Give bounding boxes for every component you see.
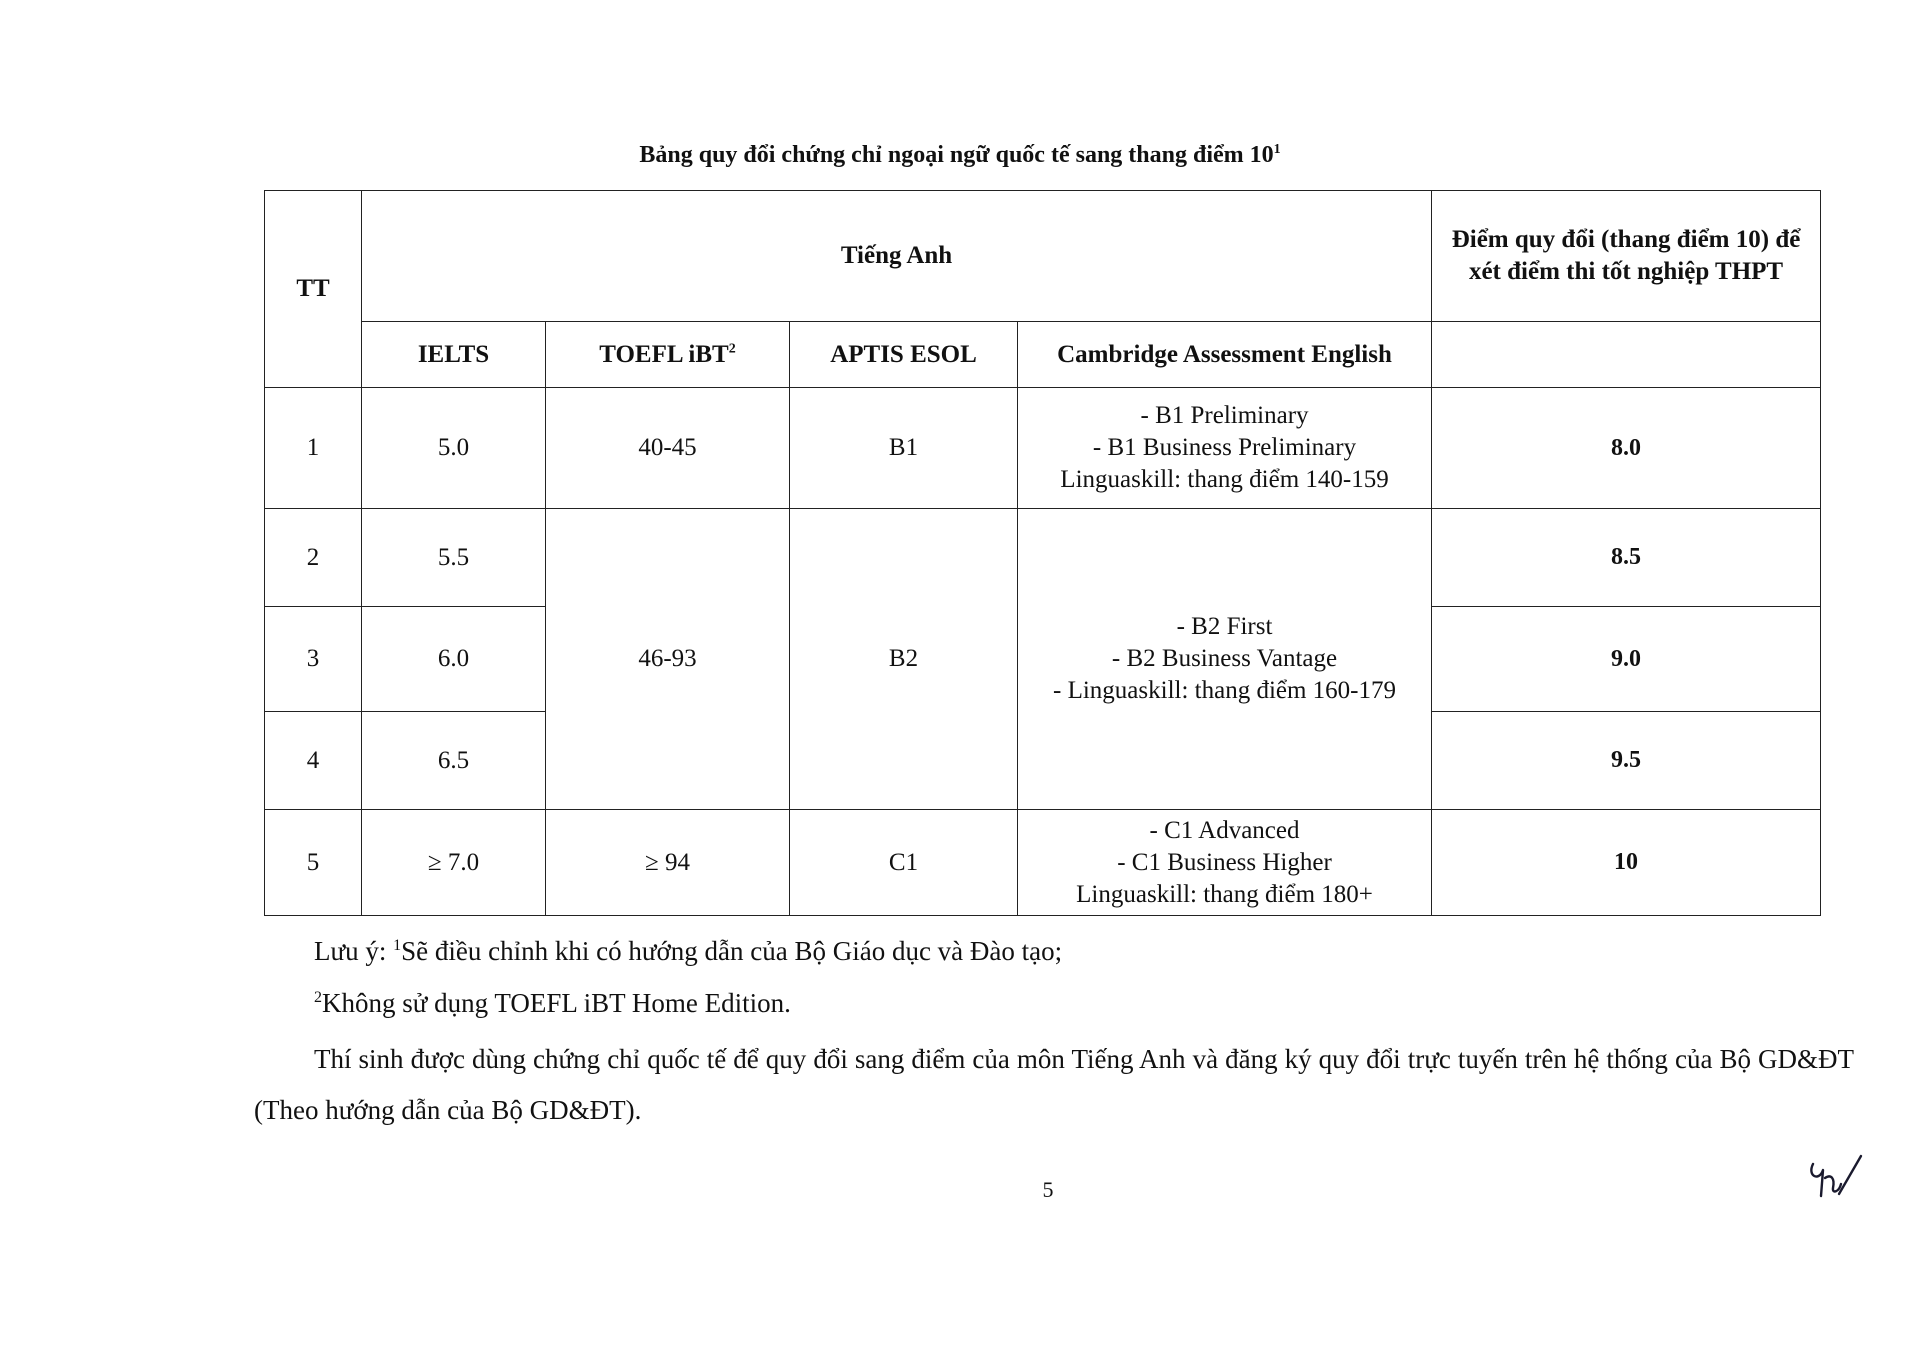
band-toefl: 46-93 bbox=[546, 509, 790, 810]
signature-initials bbox=[1805, 1148, 1865, 1209]
footnote-1 bbox=[314, 934, 1062, 969]
header-aptis: APTIS ESOL bbox=[790, 322, 1018, 388]
row-score: 9.5 bbox=[1432, 712, 1821, 810]
title-text: Bảng quy đổi chứng chỉ ngoại ngữ quốc tế sang thang điểm 10 bbox=[639, 142, 1274, 168]
header-english-group: Tiếng Anh bbox=[362, 191, 1432, 322]
header-cambridge: Cambridge Assessment English bbox=[1018, 322, 1432, 388]
band-toefl: 40-45 bbox=[546, 388, 790, 509]
footnote-2 bbox=[314, 986, 791, 1021]
cambridge-line: Linguaskill: thang điểm 180+ bbox=[1076, 880, 1373, 908]
row-tt: 4 bbox=[265, 712, 362, 810]
page-title bbox=[0, 142, 1920, 169]
row-tt: 2 bbox=[265, 509, 362, 607]
band-aptis: C1 bbox=[790, 810, 1018, 916]
band-cambridge bbox=[1018, 810, 1432, 916]
row-score: 10 bbox=[1432, 810, 1821, 916]
header-toefl-footnote-mark: 2 bbox=[728, 341, 736, 357]
cambridge-line: - B1 Preliminary bbox=[1140, 402, 1309, 429]
body-paragraph: Thí sinh được dùng chứng chỉ quốc tế để quy đổi sang điểm của môn Tiếng Anh và đăng ký quy đổi trực tuyến trên hệ thống của Bộ GD&ĐT (Theo hướng dẫn của Bộ GD&ĐT). bbox=[254, 1044, 1854, 1125]
row-ielts: 5.0 bbox=[362, 388, 546, 509]
header-row-1 bbox=[265, 191, 1821, 322]
row-tt: 1 bbox=[265, 388, 362, 509]
band-toefl: ≥ 94 bbox=[546, 810, 790, 916]
band-cambridge bbox=[1018, 388, 1432, 509]
header-toefl bbox=[546, 322, 790, 388]
row-ielts: 5.5 bbox=[362, 509, 546, 607]
table-row bbox=[265, 509, 1821, 607]
header-converted-score: Điểm quy đổi (thang điểm 10) để xét điểm thi tốt nghiệp THPT bbox=[1432, 191, 1821, 322]
conversion-table bbox=[264, 190, 1821, 916]
header-toefl-label: TOEFL iBT bbox=[599, 340, 729, 368]
cambridge-line: Linguaskill: thang điểm 140-159 bbox=[1060, 466, 1389, 493]
band-aptis: B1 bbox=[790, 388, 1018, 509]
title-footnote-mark: 1 bbox=[1273, 142, 1281, 157]
row-tt: 3 bbox=[265, 607, 362, 712]
band-aptis: B2 bbox=[790, 509, 1018, 810]
header-row-2 bbox=[265, 322, 1821, 388]
row-ielts: 6.0 bbox=[362, 607, 546, 712]
row-tt: 5 bbox=[265, 810, 362, 916]
row-score: 9.0 bbox=[1432, 607, 1821, 712]
row-score: 8.0 bbox=[1432, 388, 1821, 509]
cambridge-line: - Linguaskill: thang điểm 160-179 bbox=[1053, 677, 1397, 704]
cambridge-line: - B2 Business Vantage bbox=[1111, 645, 1338, 672]
table-row bbox=[265, 388, 1821, 509]
note-prefix: Lưu ý: bbox=[314, 936, 394, 966]
signature-mark bbox=[1805, 1148, 1865, 1204]
header-ielts: IELTS bbox=[362, 322, 546, 388]
note-1-text: Sẽ điều chỉnh khi có hướng dẫn của Bộ Giáo dục và Đào tạo; bbox=[401, 936, 1063, 966]
cambridge-line: - B2 First bbox=[1176, 613, 1273, 640]
cambridge-line: - C1 Advanced bbox=[1149, 816, 1300, 844]
table-row bbox=[265, 810, 1821, 916]
cambridge-line: - C1 Business Higher bbox=[1117, 848, 1332, 876]
header-score-empty bbox=[1432, 322, 1821, 388]
note-1-mark: 1 bbox=[393, 937, 402, 954]
note-2-mark: 2 bbox=[314, 989, 322, 1006]
band-cambridge bbox=[1018, 509, 1432, 810]
note-2-text: Không sử dụng TOEFL iBT Home Edition. bbox=[322, 988, 791, 1018]
row-ielts: 6.5 bbox=[362, 712, 546, 810]
header-tt: TT bbox=[265, 191, 362, 388]
cambridge-line: - B1 Business Preliminary bbox=[1092, 434, 1357, 461]
row-score: 8.5 bbox=[1432, 509, 1821, 607]
row-ielts: ≥ 7.0 bbox=[362, 810, 546, 916]
page-number: 5 bbox=[1042, 1177, 1054, 1202]
